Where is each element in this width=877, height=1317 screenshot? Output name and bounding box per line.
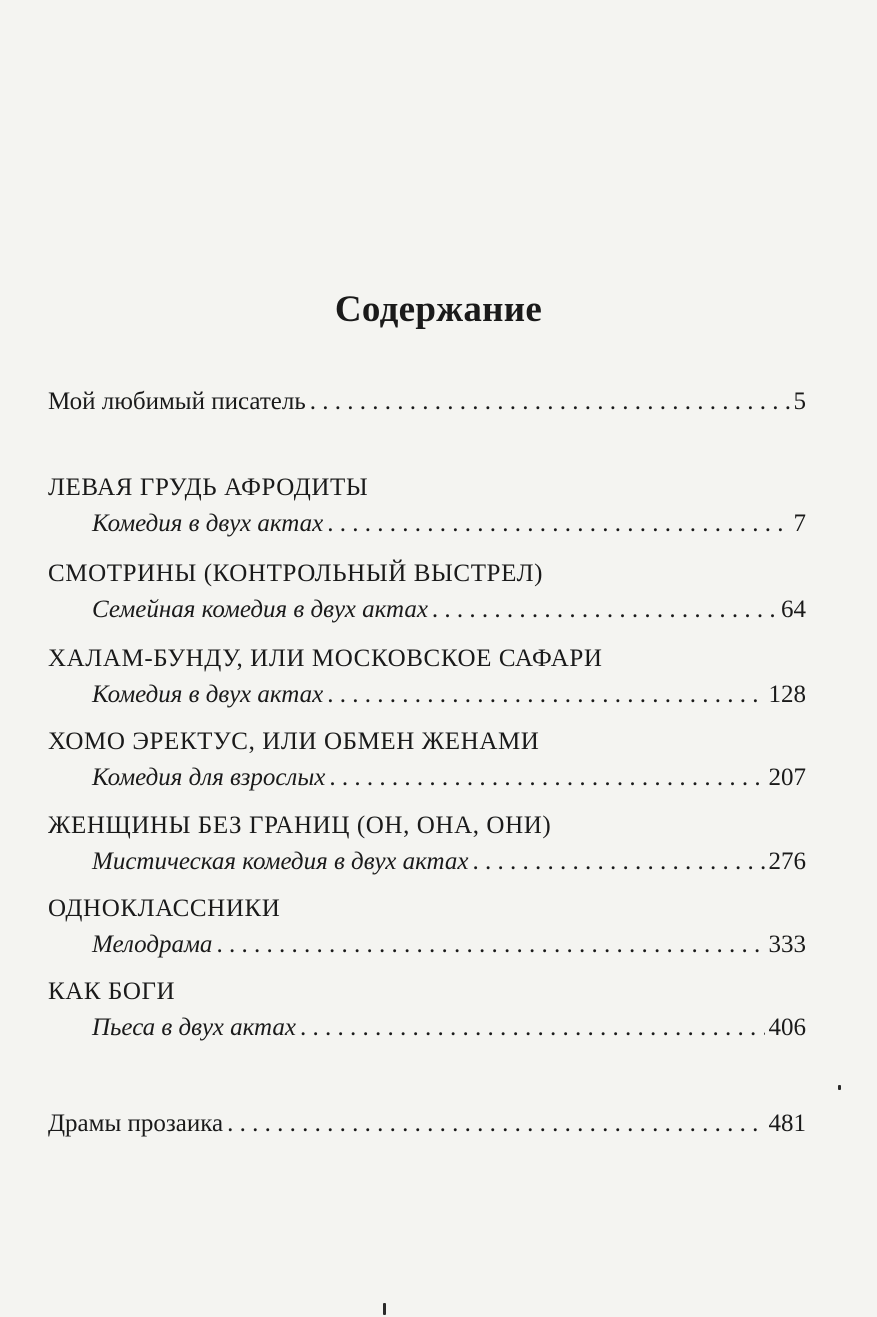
print-speck	[838, 1085, 841, 1090]
toc-page-number: 333	[768, 931, 806, 958]
toc-entry-subtitle	[92, 506, 806, 542]
dot-leader	[472, 844, 764, 880]
section-heading: СМОТРИНЫ (КОНТРОЛЬНЫЙ ВЫСТРЕЛ)	[48, 560, 544, 587]
dot-leader	[327, 677, 764, 713]
toc-entry-label: Мистическая комедия в двух актах	[92, 848, 469, 875]
print-speck	[383, 1303, 386, 1315]
dot-leader	[300, 1010, 765, 1046]
section-heading: ХОМО ЭРЕКТУС, ИЛИ ОБМЕН ЖЕНАМИ	[48, 728, 540, 755]
toc-entry-intro	[48, 384, 806, 420]
page-title: Содержание	[334, 289, 543, 330]
toc-entry-label: Драмы прозаика	[48, 1110, 224, 1137]
toc-entry-label: Мелодрама	[92, 931, 213, 958]
dot-leader	[227, 1106, 764, 1142]
toc-entry-subtitle	[92, 927, 806, 963]
toc-entry-label: Мой любимый писатель	[48, 388, 306, 415]
toc-entry-subtitle	[92, 1010, 806, 1046]
toc-entry-subtitle	[92, 844, 806, 880]
toc-entry-label: Пьеса в двух актах	[92, 1014, 296, 1041]
toc-page-number: 207	[768, 764, 806, 791]
dot-leader	[310, 384, 790, 420]
section-heading: КАК БОГИ	[48, 978, 176, 1005]
section-heading: ЖЕНЩИНЫ БЕЗ ГРАНИЦ (ОН, ОНА, ОНИ)	[48, 812, 552, 839]
toc-page-number: 406	[768, 1014, 806, 1041]
toc-entry-subtitle	[92, 592, 806, 628]
toc-page-number: 481	[768, 1110, 806, 1137]
section-heading: ХАЛАМ-БУНДУ, ИЛИ МОСКОВСКОЕ САФАРИ	[48, 645, 603, 672]
toc-page-number: 7	[793, 510, 806, 537]
dot-leader	[329, 760, 764, 796]
section-heading: ОДНОКЛАССНИКИ	[48, 895, 281, 922]
toc-entry-outro	[48, 1106, 806, 1142]
dot-leader	[327, 506, 789, 542]
toc-page-number: 5	[793, 388, 806, 415]
dot-leader	[216, 927, 764, 963]
toc-entry-label: Комедия в двух актах	[92, 510, 324, 537]
toc-entry-label: Семейная комедия в двух актах	[92, 596, 428, 623]
toc-entry-label: Комедия в двух актах	[92, 681, 324, 708]
section-heading: ЛЕВАЯ ГРУДЬ АФРОДИТЫ	[48, 474, 369, 501]
toc-page-number: 64	[781, 596, 806, 623]
toc-entry-label: Комедия для взрослых	[92, 764, 326, 791]
toc-entry-subtitle	[92, 760, 806, 796]
toc-page-number: 128	[768, 681, 806, 708]
dot-leader	[432, 592, 777, 628]
toc-entry-subtitle	[92, 677, 806, 713]
toc-page-number: 276	[768, 848, 806, 875]
